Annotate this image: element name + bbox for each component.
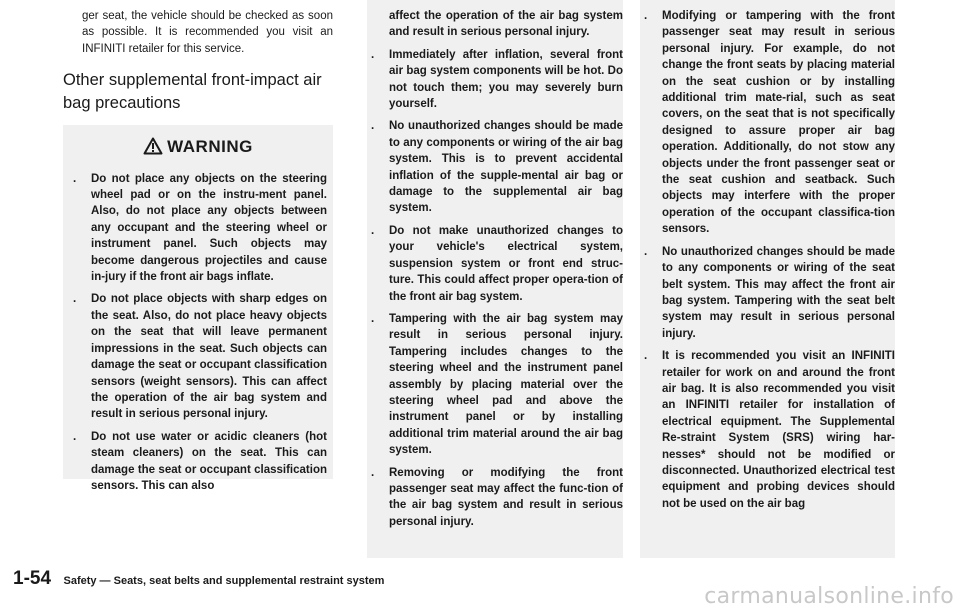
column-2	[367, 0, 623, 558]
list-item: . Do not make unauthorized changes to your vehicle's electrical system, suspension system or front end struc-ture. This could affect proper opera-tion of the front air bag system.	[371, 224, 623, 303]
footer-section-title: Safety — Seats, seat belts and supplemental restraint system	[63, 575, 385, 587]
continued-text: affect the operation of the air bag system and result in serious personal injury.	[389, 10, 623, 39]
page-footer	[13, 568, 384, 590]
watermark: carmanualsonline.info	[704, 584, 954, 609]
column-1	[63, 8, 333, 492]
warning-box	[63, 125, 333, 492]
warning-list-col3	[640, 8, 895, 512]
warning-list-col2	[367, 47, 623, 530]
warning-label: WARNING	[167, 137, 253, 157]
list-item: . Do not place objects with sharp edges on the seat. Also, do not place heavy objects on the seat that will leave permanent impressions in the seat. Such objects can damage the seat or occupant classification sensors (weight sensors). This can affect the operation of the air bag system and result in serious personal injury.	[73, 293, 327, 421]
warning-triangle-icon	[143, 137, 163, 158]
intro-paragraph: ger seat, the vehicle should be checked as soon as possible. It is recommended you visit an INFINITI retailer for this service.	[82, 10, 333, 55]
list-item: . Do not place any objects on the steering wheel pad or on the instru-ment panel. Also, do not place any objects between any occupant and the steering wheel or instrument panel. Such objects may become dangerous projectiles and cause in-jury if the front air bags inflate.	[73, 172, 327, 284]
list-item: . It is recommended you visit an INFINITI retailer for work on and around the front air bag. It is also recommended you visit an INFINITI retailer for installation of electrical equipment. The Supplemental Re-straint System (SRS) wiring har-nesses* should not be modified or disconnected. Unauthorized electrical test equipment and probing devices should not be used on the air bag	[644, 350, 895, 510]
list-item: . No unauthorized changes should be made to any components or wiring of the air bag system. This is to prevent accidental inflation of the supple-mental air bag or damage to the supplemental air bag system.	[371, 120, 623, 215]
list-item: . Removing or modifying the front passenger seat may affect the func-tion of the air bag system and result in serious personal injury.	[371, 466, 623, 528]
page-number: 1-54	[13, 568, 52, 589]
list-item: . Modifying or tampering with the front passenger seat may result in serious personal injury. For example, do not change the front seats by placing material on the seat cushion or by installing additional trim mate-rial, such as seat covers, on the seat that is not specifically designed to assure proper air bag operation. Additionally, do not stow any objects under the front passenger seat or the seat cushion and seatback. Such objects may interfere with the proper operation of the occupant classifica-tion sensors.	[644, 10, 895, 236]
list-item: . Immediately after inflation, several front air bag system components will be hot. Do not touch them; you may severely burn yourself.	[371, 48, 623, 111]
list-item: . Do not use water or acidic cleaners (hot steam cleaners) on the seat. This can damage the seat or occupant classification sensors. This can also	[73, 430, 327, 492]
warning-list-col1	[69, 171, 327, 495]
section-heading: Other supplemental front-impact air bag precautions	[63, 71, 322, 113]
list-item: . No unauthorized changes should be made to any components or wiring of the seat belt system. This may affect the front air bag system. Tampering with the seat belt system may result in serious personal injury.	[644, 245, 895, 340]
warning-title	[69, 129, 327, 170]
list-item: . Tampering with the air bag system may result in serious personal injury. Tampering includes changes to the steering wheel and the instrument panel assembly by placing material over the steering wheel pad and above the instrument panel or by installing additional trim material around the air bag system.	[371, 312, 623, 457]
column-3	[640, 0, 895, 558]
